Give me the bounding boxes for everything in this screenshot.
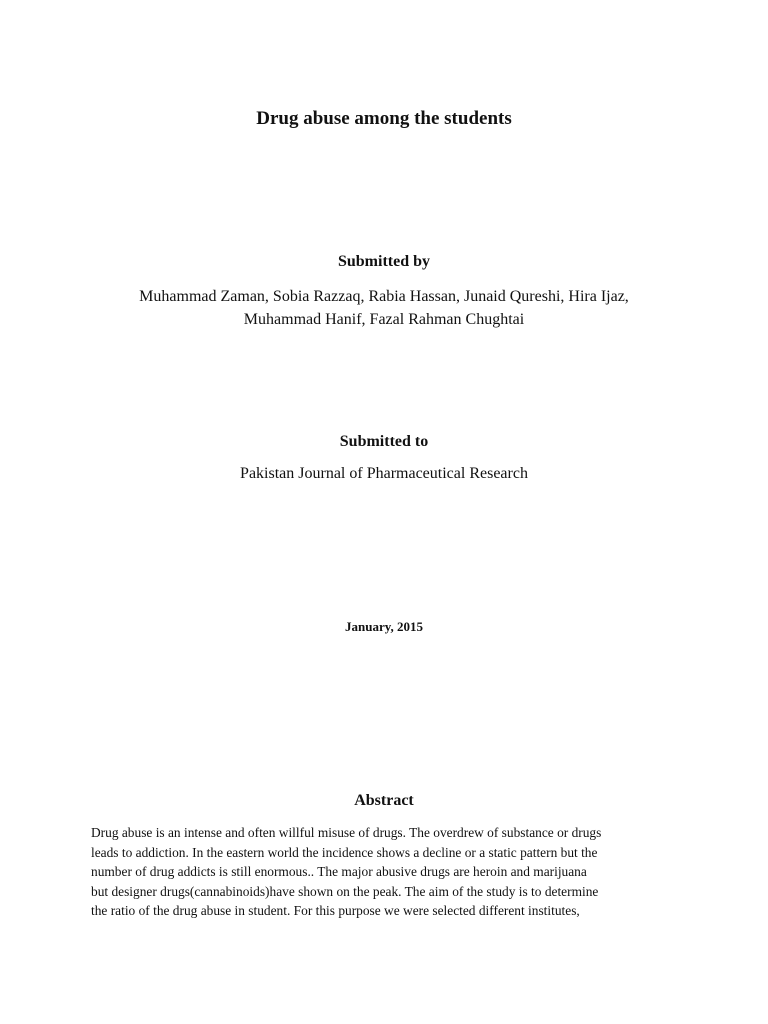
abstract-line: the ratio of the drug abuse in student. For this purpose we were selected different institutes, <box>91 903 580 918</box>
abstract-line: number of drug addicts is still enormous.. The major abusive drugs are heroin and marijuana <box>91 864 587 879</box>
authors-line: Muhammad Hanif, Fazal Rahman Chughtai <box>243 311 525 328</box>
authors-line: Muhammad Zaman, Sobia Razzaq, Rabia Hassan, Junaid Qureshi, Hira Ijaz, <box>139 288 629 305</box>
journal-name: Pakistan Journal of Pharmaceutical Research <box>240 465 528 482</box>
abstract-line: leads to addiction. In the eastern world the incidence shows a decline or a static pattern but the <box>91 844 598 860</box>
submitted-to-heading: Submitted to <box>339 433 429 450</box>
abstract-line: but designer drugs(cannabinoids)have shown on the peak. The aim of the study is to determine <box>91 883 599 899</box>
abstract-body <box>91 823 681 921</box>
authors-list <box>0 285 768 331</box>
abstract-heading: Abstract <box>354 792 414 809</box>
submission-date: January, 2015 <box>344 619 423 634</box>
document-title: Drug abuse among the students <box>256 108 512 129</box>
submitted-by-heading: Submitted by <box>337 253 431 270</box>
abstract-line: Drug abuse is an intense and often willful misuse of drugs. The overdrew of substance or drugs <box>91 825 602 840</box>
